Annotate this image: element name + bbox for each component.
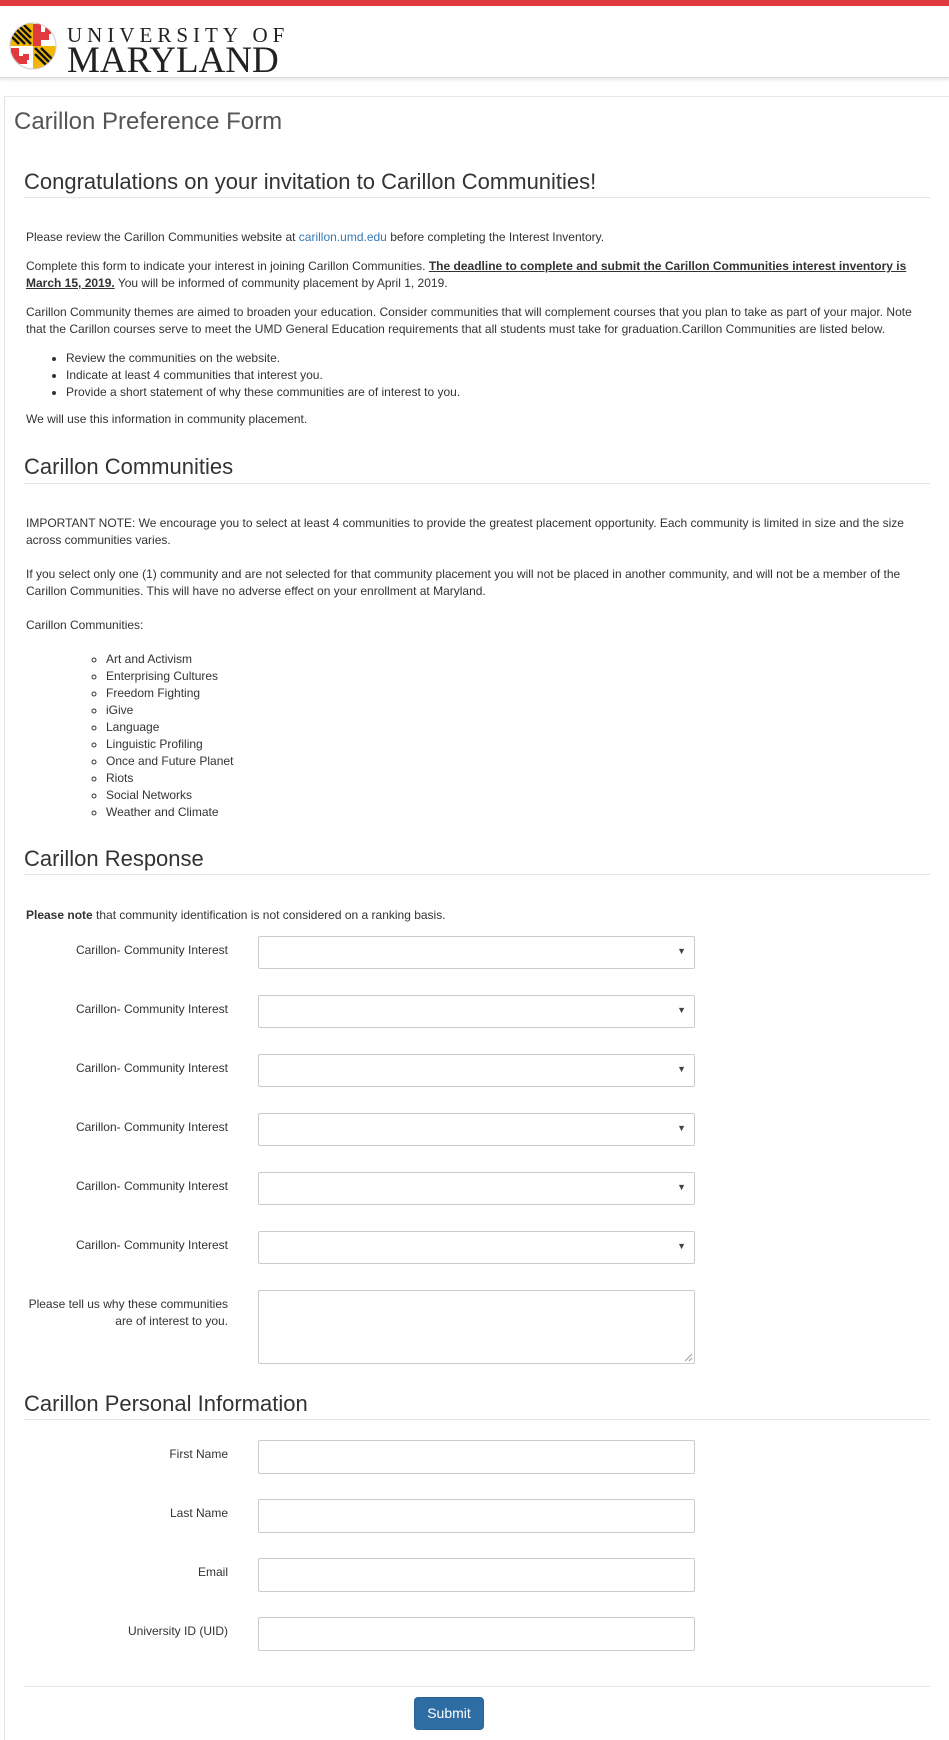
email-label: Email	[197, 1565, 228, 1579]
why-interest-label-line-1: Please tell us why these communities	[28, 1297, 228, 1311]
list-item: • Indicate at least 4 communities that interest you.	[66, 367, 460, 384]
instructions-list	[26, 350, 460, 401]
community-item: ◦ Enterprising Cultures	[106, 668, 233, 685]
text: You will be informed of community placement by April 1, 2019.	[114, 276, 448, 290]
wordmark-maryland: MARYLAND	[67, 40, 279, 81]
communities-list-label: Carillon Communities:	[26, 618, 144, 632]
submit-button[interactable]: Submit	[414, 1697, 484, 1730]
community-interest-select-4[interactable]	[258, 1113, 695, 1146]
site-header	[0, 6, 949, 81]
chevron-down-icon: ▼	[677, 1241, 686, 1251]
community-item: ◦ Linguistic Profiling	[106, 736, 233, 753]
community-interest-label-5: Carillon- Community Interest	[75, 1179, 228, 1193]
list-item: • Provide a short statement of why these communities are of interest to you.	[66, 384, 460, 401]
email-field[interactable]	[258, 1558, 695, 1592]
community-interest-label-6: Carillon- Community Interest	[75, 1238, 228, 1252]
community-interest-label-2: Carillon- Community Interest	[75, 1002, 228, 1016]
resize-handle-icon[interactable]	[684, 1353, 693, 1362]
community-interest-select-5[interactable]	[258, 1172, 695, 1205]
community-item: ◦ Freedom Fighting	[106, 685, 233, 702]
why-interest-textarea[interactable]	[258, 1290, 695, 1364]
intro-paragraph-themes: Carillon Community themes are aimed to broaden your education. Consider communities that will complement courses that you plan to take as part of your major. Note that the Carillon courses serve to meet the UMD General Education requirements that all students must take for graduation.Carillon Communities are listed below.	[26, 305, 912, 336]
divider	[24, 1686, 930, 1687]
intro-paragraph-placement: We will use this information in community placement.	[26, 412, 308, 426]
community-interest-select-1[interactable]	[258, 936, 695, 969]
chevron-down-icon: ▼	[677, 1123, 686, 1133]
page-title: Carillon Preference Form	[14, 108, 283, 135]
note-bold: Please note	[26, 908, 93, 922]
chevron-down-icon: ▼	[677, 1064, 686, 1074]
chevron-down-icon: ▼	[677, 1005, 686, 1015]
university-logo[interactable]	[9, 16, 309, 81]
communities-list	[66, 651, 233, 821]
community-item: ◦ Art and Activism	[106, 651, 233, 668]
wordmark-university-of: UNIVERSITY OF	[67, 23, 290, 47]
divider	[24, 483, 930, 484]
community-interest-label-3: Carillon- Community Interest	[75, 1061, 228, 1075]
last-name-field[interactable]	[258, 1499, 695, 1533]
response-heading: Carillon Response	[24, 846, 204, 871]
text: Please review the Carillon Communities website at	[26, 230, 299, 244]
uid-label: University ID (UID)	[127, 1624, 228, 1638]
divider	[24, 874, 930, 875]
community-item: ◦ Riots	[106, 770, 233, 787]
community-item: ◦ Weather and Climate	[106, 804, 233, 821]
intro-paragraph-deadline	[26, 258, 916, 292]
community-interest-select-2[interactable]	[258, 995, 695, 1028]
community-interest-select-6[interactable]	[258, 1231, 695, 1264]
deadline-text: The deadline to complete and submit the Carillon Communities interest inventory is March 15, 2019.	[26, 259, 907, 290]
chevron-down-icon: ▼	[677, 1182, 686, 1192]
uid-field[interactable]	[258, 1617, 695, 1651]
community-item: ◦ iGive	[106, 702, 233, 719]
last-name-label: Last Name	[169, 1506, 228, 1520]
first-name-label: First Name	[169, 1447, 228, 1461]
text: that community identification is not considered on a ranking basis.	[92, 908, 446, 922]
single-community-note: If you select only one (1) community and are not selected for that community placement you will not be placed in another community, and will not be a member of the Carillon Communities. This will have no adverse effect on your enrollment at Maryland.	[26, 567, 901, 598]
important-note: IMPORTANT NOTE: We encourage you to select at least 4 communities to provide the greatest placement opportunity. Each community is limited in size and the size across communities varies.	[26, 516, 904, 547]
text: before completing the Interest Inventory.	[386, 230, 605, 244]
community-interest-select-3[interactable]	[258, 1054, 695, 1087]
communities-heading: Carillon Communities	[24, 454, 234, 479]
intro-heading: Congratulations on your invitation to Carillon Communities!	[24, 169, 597, 194]
divider	[24, 197, 930, 198]
first-name-field[interactable]	[258, 1440, 695, 1474]
community-item: ◦ Social Networks	[106, 787, 233, 804]
community-item: ◦ Once and Future Planet	[106, 753, 233, 770]
maryland-seal-icon	[9, 22, 57, 70]
chevron-down-icon: ▼	[677, 946, 686, 956]
intro-paragraph-website	[26, 229, 916, 246]
divider	[24, 1419, 930, 1420]
community-interest-label-4: Carillon- Community Interest	[75, 1120, 228, 1134]
why-interest-label-line-2: are of interest to you.	[115, 1314, 228, 1328]
text: Complete this form to indicate your interest in joining Carillon Communities.	[26, 259, 429, 273]
ranking-note	[26, 907, 916, 924]
carillon-website-link[interactable]: carillon.umd.edu	[298, 230, 387, 244]
community-item: ◦ Language	[106, 719, 233, 736]
personal-info-heading: Carillon Personal Information	[24, 1391, 308, 1416]
community-interest-label-1: Carillon- Community Interest	[75, 943, 228, 957]
list-item: • Review the communities on the website.	[66, 350, 460, 367]
